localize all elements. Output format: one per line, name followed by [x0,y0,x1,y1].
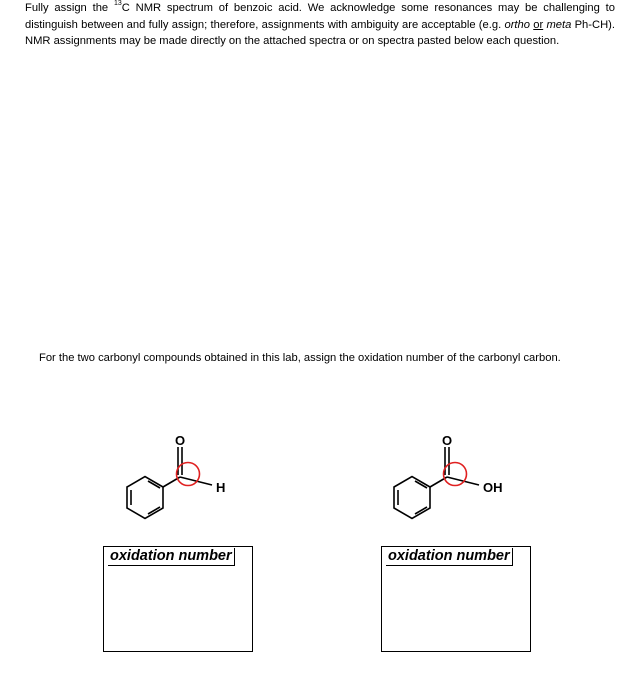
q1-tail: Ph-CH). NMR assignments may be made directly on the attached spectra or on spectra pasted below each question. [25,18,615,47]
oxidation-number-label: oxidation number [108,548,235,566]
oxygen-label: O [174,433,186,448]
benzaldehyde-structure [118,430,248,525]
oxygen-label: O [441,433,453,448]
q1-body: C NMR spectrum of benzoic acid. We acknowledge some resonances may be challenging to distinguish between and fully assign; therefore, assignments with ambiguity are acceptable (e.g. [25,2,615,31]
question-1-text [25,0,615,50]
hydrogen-label: H [216,480,226,495]
q1-ortho: ortho [504,18,530,31]
carbonyl-highlight-circle [177,463,200,486]
benzoic-acid-structure [385,430,525,525]
question-2-text: For the two carbonyl compounds obtained in this lab, assign the oxidation number of the carbonyl carbon. [39,352,561,364]
carbonyl-highlight-circle [444,463,467,486]
oxidation-number-answer-box-right[interactable] [381,546,531,652]
q1-intro: Fully assign the [25,2,114,14]
q1-superscript: 13 [113,0,122,8]
hydroxyl-label: OH [483,480,503,495]
oxidation-number-label: oxidation number [386,548,513,566]
q1-or: or [533,18,544,31]
oxidation-number-answer-box-left[interactable] [103,546,253,652]
q1-meta: meta [546,18,572,31]
